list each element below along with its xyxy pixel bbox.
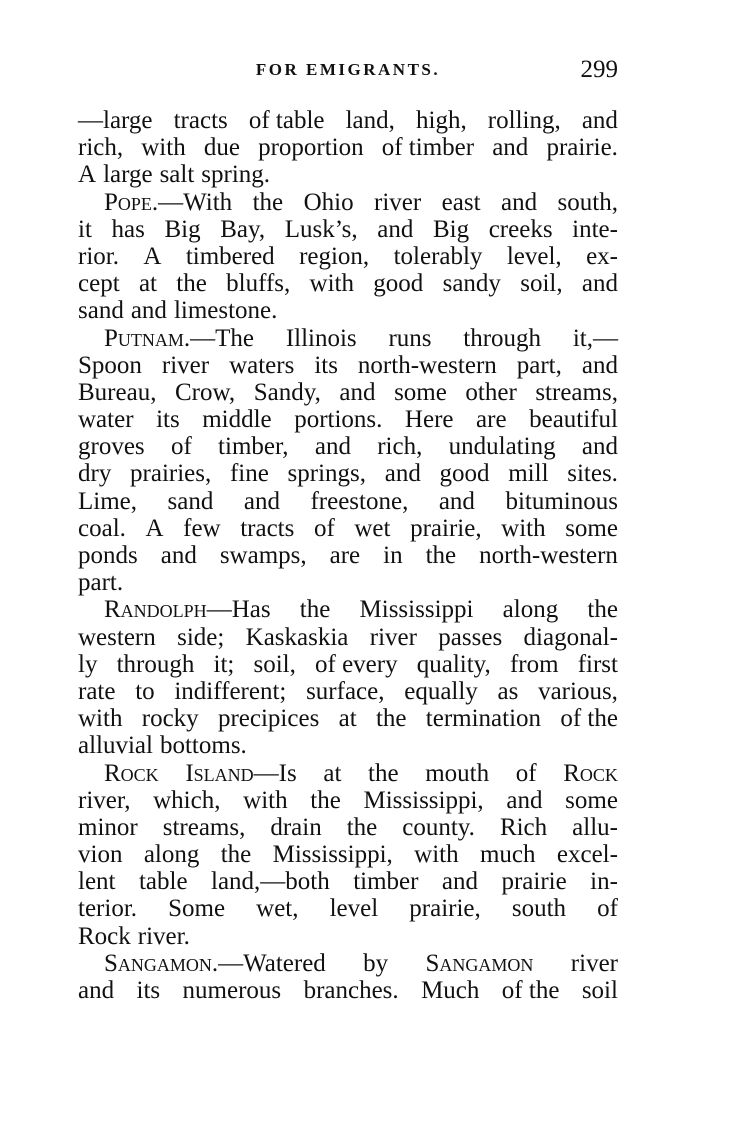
word: quality, [416,650,491,678]
word: at [323,759,342,787]
word: freestone, [310,487,409,515]
word: ly [78,650,98,678]
word: at [138,270,157,298]
word: diagonal- [523,623,618,651]
running-title: FOR EMIGRANTS. [255,60,441,79]
text-line [78,460,618,487]
text-line [78,325,618,352]
word: of [170,433,192,461]
word: good [439,460,490,488]
word: with [243,786,288,814]
word: equally [404,677,478,705]
word: north-western [357,351,497,379]
word: east [441,188,481,216]
word: Sangamon.—Watered [104,949,326,977]
word: mill [508,460,549,488]
word: passes [438,623,503,651]
running-head [78,56,618,86]
word: Bay, [220,215,266,243]
word: soil, [520,270,563,298]
word: and [339,378,376,406]
word: numerous [182,977,282,1004]
word: river, [78,786,131,814]
word: rich, [377,433,423,461]
word: and [581,270,618,298]
text-line [78,787,618,814]
word: branches. [303,977,399,1004]
word: Rock [104,759,159,787]
word: swamps, [219,542,307,569]
word: side; [177,623,225,651]
word: Putnam.—The [104,324,255,352]
body-text [78,107,618,1004]
word: of the [501,977,560,1004]
word: Bureau, [78,378,157,406]
word: A [145,514,164,542]
word: level, [506,242,562,270]
text-line [78,161,618,188]
text-line [78,895,618,922]
word: as [497,677,519,705]
word: with [78,705,123,733]
word: vion [78,841,123,869]
text-line [78,379,618,406]
word: bottoms. [159,732,247,760]
word: rior. [78,242,119,270]
word: and [130,297,167,325]
text-line [78,569,618,596]
word: Some [168,895,226,923]
word: Rock [78,922,131,950]
word: with [501,514,546,542]
word: the [368,759,399,787]
text-line [78,868,618,895]
word: Illinois [285,324,357,352]
word: fine [229,460,269,488]
word: tolerably [393,242,483,270]
word: are [329,542,361,569]
word: tracts [240,514,295,542]
word: the [252,188,284,216]
word: excel- [556,841,618,869]
word: by [363,949,389,977]
word: and [581,351,618,379]
word: the [587,596,618,624]
word: spring. [201,161,271,189]
word: Ohio [303,188,354,216]
word: surface, [306,677,385,705]
word: Crow, [175,378,236,406]
word: and [377,215,414,243]
word: in- [590,868,618,896]
word: timber, [218,433,289,461]
word: beautiful [529,406,618,434]
word: Mississippi, [272,841,393,869]
word: first [577,650,618,678]
word: Sandy, [253,378,321,406]
word: Much [421,977,480,1004]
word: land,—both [211,868,330,896]
word: Mississippi, [363,786,484,814]
word: alluvial [78,732,153,760]
word: county. [402,813,475,841]
text-line [78,841,618,868]
word: waters [229,351,295,379]
word: part. [78,569,124,597]
word: river. [137,922,190,950]
text-line [78,270,618,297]
page-number: 299 [580,56,618,83]
word: north-western [479,542,618,569]
word: the [220,841,252,869]
word: the [375,705,407,733]
word: its [136,977,161,1004]
word: western [78,623,156,651]
word: south, [557,188,618,216]
word: of table [248,107,325,134]
word: with [309,270,354,298]
word: river [570,949,618,977]
word: ponds [78,542,138,569]
word: some [565,786,618,814]
text-line [78,760,618,787]
word: and [160,542,197,569]
word: of [313,514,335,542]
word: Mississippi [359,596,474,624]
word: rich, [78,134,124,162]
text-line [78,107,618,134]
word: tracts [173,107,228,134]
word: springs, [287,460,367,488]
text-line [78,596,618,623]
word: soil [581,977,618,1004]
word: Lime, [78,487,138,515]
word: to [135,677,155,705]
word: prairies, [130,460,212,488]
word: river [161,351,210,379]
text-line [78,678,618,705]
word: are [476,406,507,434]
word: it [78,215,92,243]
word: allu- [572,813,618,841]
word: through [116,650,195,678]
word: Here [404,406,454,434]
word: streams, [535,378,618,406]
text-line [78,732,618,759]
word: Pope.—With [104,188,233,216]
word: mouth [425,759,490,787]
word: prairie, [410,514,482,542]
word: minor [78,813,138,841]
word: of the [560,705,618,733]
word: high, [416,107,467,134]
word: Rich [499,813,548,841]
word: wet, [256,895,299,923]
word: the [310,786,341,814]
word: it,— [572,324,618,352]
word: dry [78,460,112,488]
word: Randolph—Has [104,596,271,624]
word: the [299,596,331,624]
word: part, [516,351,562,379]
word: middle [202,406,272,434]
word: Rock [563,759,618,787]
text-line [78,542,618,569]
word: its [156,406,180,434]
word: some [394,378,447,406]
word: rate [78,677,116,705]
text-line [78,406,618,433]
text-line [78,705,618,732]
word: timber [353,868,419,896]
word: of timber [381,134,475,162]
word: which, [153,786,221,814]
word: termination [425,705,542,733]
word: and [492,134,529,162]
word: streams, [162,813,246,841]
word: with [414,841,459,869]
word: various, [538,677,618,705]
word: through [463,324,542,352]
word: prairie, [409,895,481,923]
word: and [384,460,421,488]
word: and [314,433,351,461]
word: water [78,406,134,434]
word: table [138,868,188,896]
word: Kaskaskia [245,623,349,651]
word: and [243,487,280,515]
word: south [511,895,567,923]
word: A [78,161,97,189]
word: rolling, [487,107,561,134]
text-line [78,950,618,977]
word: of [515,759,537,787]
word: some [565,514,618,542]
word: river [374,188,422,216]
word: of every [315,650,398,678]
word: soil, [253,650,296,678]
word: and [506,786,543,814]
word: groves [78,433,145,461]
word: sand [78,297,124,325]
word: sand [167,487,214,515]
word: has [111,215,145,243]
word: few [183,514,221,542]
word: the [176,270,207,298]
word: land, [345,107,395,134]
word: runs [388,324,432,352]
word: coal. [78,514,126,542]
word: lent [78,868,116,896]
word: rocky [141,705,199,733]
text-line [78,624,618,651]
word: ex- [586,242,618,270]
word: and [581,107,618,134]
text-line [78,923,618,950]
word: and [581,433,618,461]
word: and [500,188,538,216]
word: cept [78,270,120,298]
word: other [465,378,517,406]
word: at [338,705,357,733]
word: timbered [185,242,275,270]
word: large [103,161,153,189]
text-line [78,814,618,841]
word: its [314,351,338,379]
word: river [369,623,417,651]
word: and [441,868,479,896]
word: prairie [501,868,567,896]
text-line [78,515,618,542]
word: Island—Is [185,759,297,787]
word: portions. [294,406,383,434]
word: and [438,487,475,515]
word: much [479,841,536,869]
word: Sangamon [425,949,534,977]
word: salt [159,161,195,189]
word: creeks [488,215,553,243]
word: good [373,270,424,298]
word: indifferent; [174,677,287,705]
word: drain [270,813,322,841]
word: undulating [448,433,556,461]
word: level [329,895,379,923]
word: and [78,977,115,1004]
text-line [78,977,618,1004]
text-line [78,216,618,243]
word: Big [164,215,201,243]
text-line [78,433,618,460]
word: limestone. [173,297,278,325]
word: along [502,596,559,624]
word: region, [299,242,370,270]
word: A [143,242,162,270]
word: along [143,841,200,869]
word: —large [78,107,153,134]
text-line [78,189,618,216]
word: Big [432,215,470,243]
word: the [346,813,378,841]
text-line [78,651,618,678]
text-line [78,297,618,324]
word: inte- [572,215,618,243]
word: it; [213,650,235,678]
word: Spoon [78,351,142,379]
word: from [509,650,559,678]
word: sandy [442,270,501,298]
text-line [78,243,618,270]
word: bluffs, [226,270,291,298]
word: prairie. [546,134,618,162]
word: terior. [78,895,138,923]
word: in [383,542,403,569]
word: sites. [567,460,618,488]
word: bituminous [505,487,618,515]
word: precipices [217,705,320,733]
text-line [78,352,618,379]
word: wet [354,514,391,542]
word: of [597,895,618,923]
word: due [203,134,240,162]
text-line [78,134,618,161]
text-line [78,488,618,515]
word: the [425,542,457,569]
word: proportion [258,134,364,162]
word: with [141,134,186,162]
word: Lusk’s, [284,215,358,243]
